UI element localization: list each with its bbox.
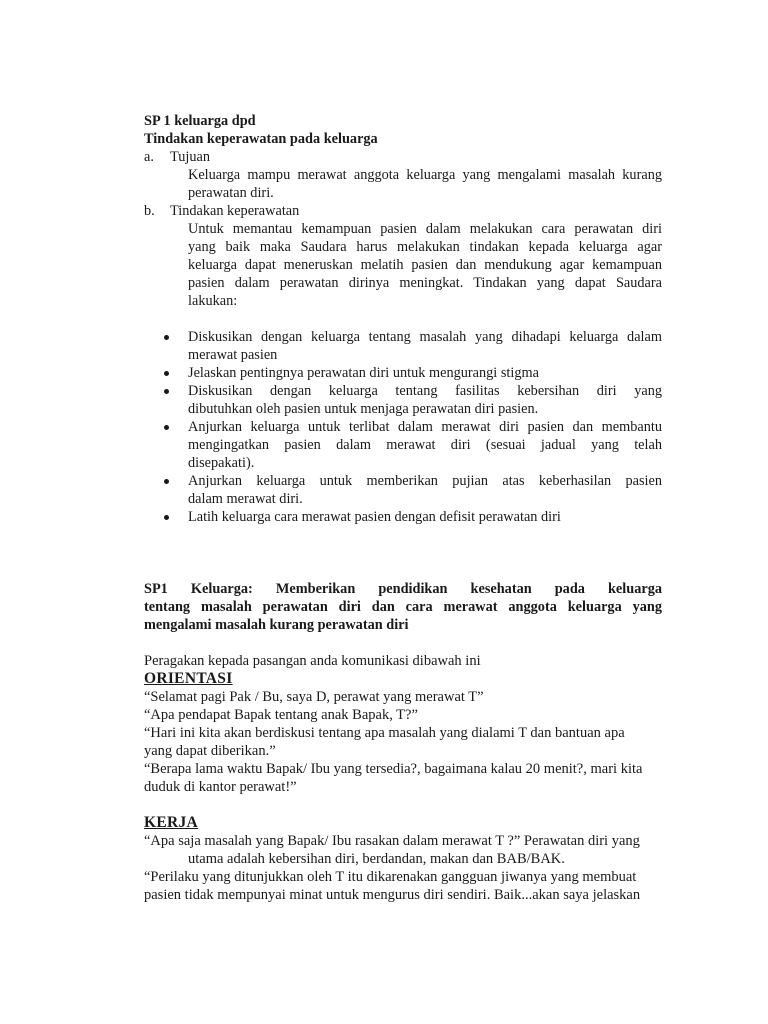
bullet-line: Anjurkan keluarga untuk memberikan pujian atas keberhasilan pasien	[188, 473, 662, 489]
orientasi-q1: “Selamat pagi Pak / Bu, saya D, perawat yang merawat T”	[144, 689, 484, 705]
item-a-marker: a.	[144, 149, 154, 165]
bullet-item	[188, 328, 662, 364]
bullet-icon	[164, 479, 169, 484]
peragakan-text: Peragakan kepada pasangan anda komunikasi dibawah ini	[144, 653, 481, 669]
sp1-heading	[144, 580, 662, 634]
bullet-line: Diskusikan dengan keluarga tentang masalah yang dihadapi keluarga dalam	[188, 329, 662, 345]
bullet-line: Latih keluarga cara merawat pasien dengan defisit perawatan diri	[188, 509, 561, 525]
dialogue-section	[144, 652, 662, 904]
bullet-item	[188, 418, 662, 472]
item-a-text-2: perawatan diri.	[188, 185, 274, 201]
orientasi-q4-line2: duduk di kantor perawat!”	[144, 779, 297, 795]
bullet-item	[188, 364, 662, 382]
kerja-p2-line2: pasien tidak mempunyai minat untuk mengurus diri sendiri. Baik...akan saya jelaskan	[144, 887, 641, 903]
bullet-line: disepakati).	[188, 455, 255, 471]
item-a-text-1: Keluarga mampu merawat anggota keluarga yang mengalami masalah kurang	[188, 167, 662, 183]
bullet-line: dalam merawat diri.	[188, 491, 303, 507]
orientasi-q3-line1: “Hari ini kita akan berdiskusi tentang apa masalah yang dialami T dan bantuan apa	[144, 725, 625, 741]
bullet-icon	[164, 335, 169, 340]
item-a	[144, 148, 662, 166]
orientasi-q2: “Apa pendapat Bapak tentang anak Bapak, T?”	[144, 707, 418, 723]
bullet-line: dibutuhkan oleh pasien untuk menjaga perawatan diri pasien.	[188, 401, 539, 417]
sp1-line: mengalami masalah kurang perawatan diri	[144, 617, 409, 633]
item-b-line: keluarga dapat meneruskan melatih pasien dan mendukung agar kemampuan	[188, 257, 662, 273]
item-a-body	[144, 166, 662, 202]
item-b-marker: b.	[144, 203, 155, 219]
item-b-line: yang baik maka Saudara harus melakukan tindakan kepada keluarga agar	[188, 239, 662, 255]
bullet-item	[188, 472, 662, 508]
item-b-last-line: lakukan:	[188, 293, 238, 309]
bullet-icon	[164, 425, 169, 430]
bullet-item	[188, 382, 662, 418]
bullet-line: Anjurkan keluarga untuk terlibat dalam merawat diri pasien dan membantu	[188, 419, 662, 435]
orientasi-q3-line2: yang dapat diberikan.”	[144, 743, 276, 759]
bullet-line: merawat pasien	[188, 347, 278, 363]
bullet-icon	[164, 389, 169, 394]
bullet-icon	[164, 371, 169, 376]
sp1-line: SP1 Keluarga: Memberikan pendidikan kesehatan pada keluarga	[144, 581, 662, 597]
item-b	[144, 202, 662, 220]
sp-subtitle: Tindakan keperawatan pada keluarga	[144, 131, 378, 147]
bullet-icon	[164, 515, 169, 520]
sp1-line: tentang masalah perawatan diri dan cara merawat anggota keluarga yang	[144, 599, 662, 615]
item-a-label: Tujuan	[170, 149, 210, 165]
sp-title: SP 1 keluarga dpd	[144, 113, 256, 129]
kerja-p2-line1: “Perilaku yang ditunjukkan oleh T itu dikarenakan gangguan jiwanya yang membuat	[144, 869, 637, 885]
orientasi-heading: ORIENTASI	[144, 670, 233, 687]
orientasi-q4-line1: “Berapa lama waktu Bapak/ Ibu yang tersedia?, bagaimana kalau 20 menit?, mari kita	[144, 761, 643, 777]
kerja-p1-line2: utama adalah kebersihan diri, berdandan, makan dan BAB/BAK.	[188, 851, 565, 867]
kerja-p1-line1: “Apa saja masalah yang Bapak/ Ibu rasakan dalam merawat T ?” Perawatan diri yang	[144, 833, 640, 849]
bullet-list	[144, 328, 662, 526]
bullet-line: Jelaskan pentingnya perawatan diri untuk mengurangi stigma	[188, 365, 539, 381]
document-page	[144, 112, 662, 904]
item-b-line: pasien dalam perawatan dirinya meningkat. Tindakan yang dapat Saudara	[188, 275, 662, 291]
bullet-item	[188, 508, 662, 526]
item-b-body	[144, 220, 662, 310]
bullet-line: mengingatkan pasien dalam merawat diri (sesuai jadual yang telah	[188, 437, 662, 453]
item-b-line: Untuk memantau kemampuan pasien dalam melakukan cara perawatan diri	[188, 221, 662, 237]
item-b-label: Tindakan keperawatan	[170, 203, 300, 219]
kerja-heading: KERJA	[144, 814, 199, 831]
bullet-line: Diskusikan dengan keluarga tentang fasilitas kebersihan diri yang	[188, 383, 662, 399]
